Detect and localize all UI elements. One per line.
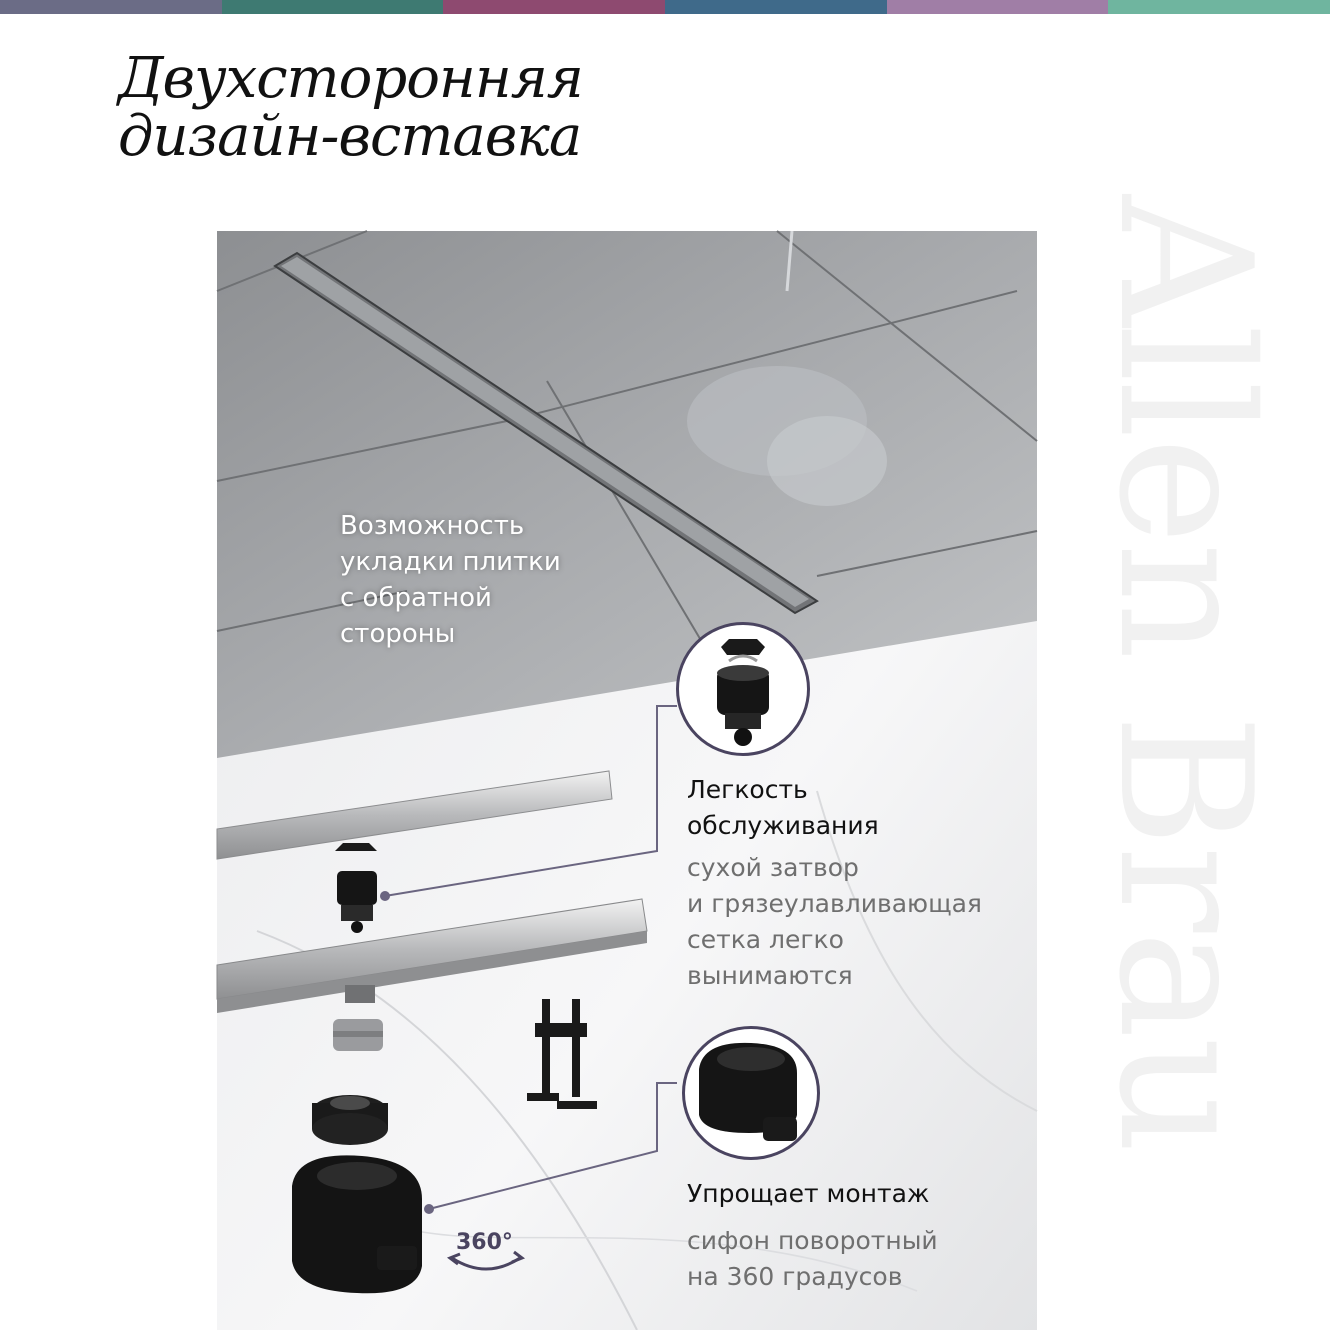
color-strip-1 xyxy=(0,0,222,14)
installation-desc-line-1: сифон поворотный xyxy=(687,1226,938,1255)
installation-desc-line-2: на 360 градусов xyxy=(687,1262,903,1291)
color-strip-4 xyxy=(665,0,887,14)
maintenance-desc-line-1: сухой затвор xyxy=(687,853,859,882)
title-line-1: Двухсторонняя xyxy=(118,46,583,111)
product-photo xyxy=(217,231,1037,1330)
siphon-icon xyxy=(682,1026,820,1160)
tile-feature-line-4: стороны xyxy=(340,619,456,649)
top-color-bar xyxy=(0,0,1330,14)
drain-trap-icon xyxy=(676,622,810,756)
tile-feature-line-1: Возможность xyxy=(340,511,525,541)
color-strip-2 xyxy=(222,0,444,14)
tile-feature-line-2: укладки плитки xyxy=(340,547,561,577)
page-title xyxy=(118,46,583,169)
maintenance-desc-line-3: сетка легко xyxy=(687,925,844,954)
installation-description xyxy=(687,1223,938,1295)
maintenance-heading xyxy=(687,772,879,844)
tile-feature-line-3: с обратной xyxy=(340,583,492,613)
rotate-360-icon xyxy=(444,1224,528,1280)
installation-heading-text: Упрощает монтаж xyxy=(687,1179,930,1208)
color-strip-5 xyxy=(887,0,1109,14)
maintenance-heading-line-1: Легкость xyxy=(687,775,808,804)
tile-feature-text xyxy=(340,508,561,652)
color-strip-3 xyxy=(443,0,665,14)
color-strip-6 xyxy=(1108,0,1330,14)
maintenance-desc-line-4: вынимаются xyxy=(687,961,853,990)
installation-heading xyxy=(687,1176,929,1212)
brand-watermark xyxy=(1079,195,1291,1153)
maintenance-heading-line-2: обслуживания xyxy=(687,811,879,840)
product-illustration xyxy=(217,231,1037,1330)
title-line-2: дизайн-вставка xyxy=(118,104,582,169)
maintenance-desc-line-2: и грязеулавливающая xyxy=(687,889,982,918)
rotation-badge: 360° xyxy=(456,1230,513,1255)
maintenance-description xyxy=(687,850,982,994)
brand-watermark-text: Allen Brau xyxy=(1079,195,1291,1153)
